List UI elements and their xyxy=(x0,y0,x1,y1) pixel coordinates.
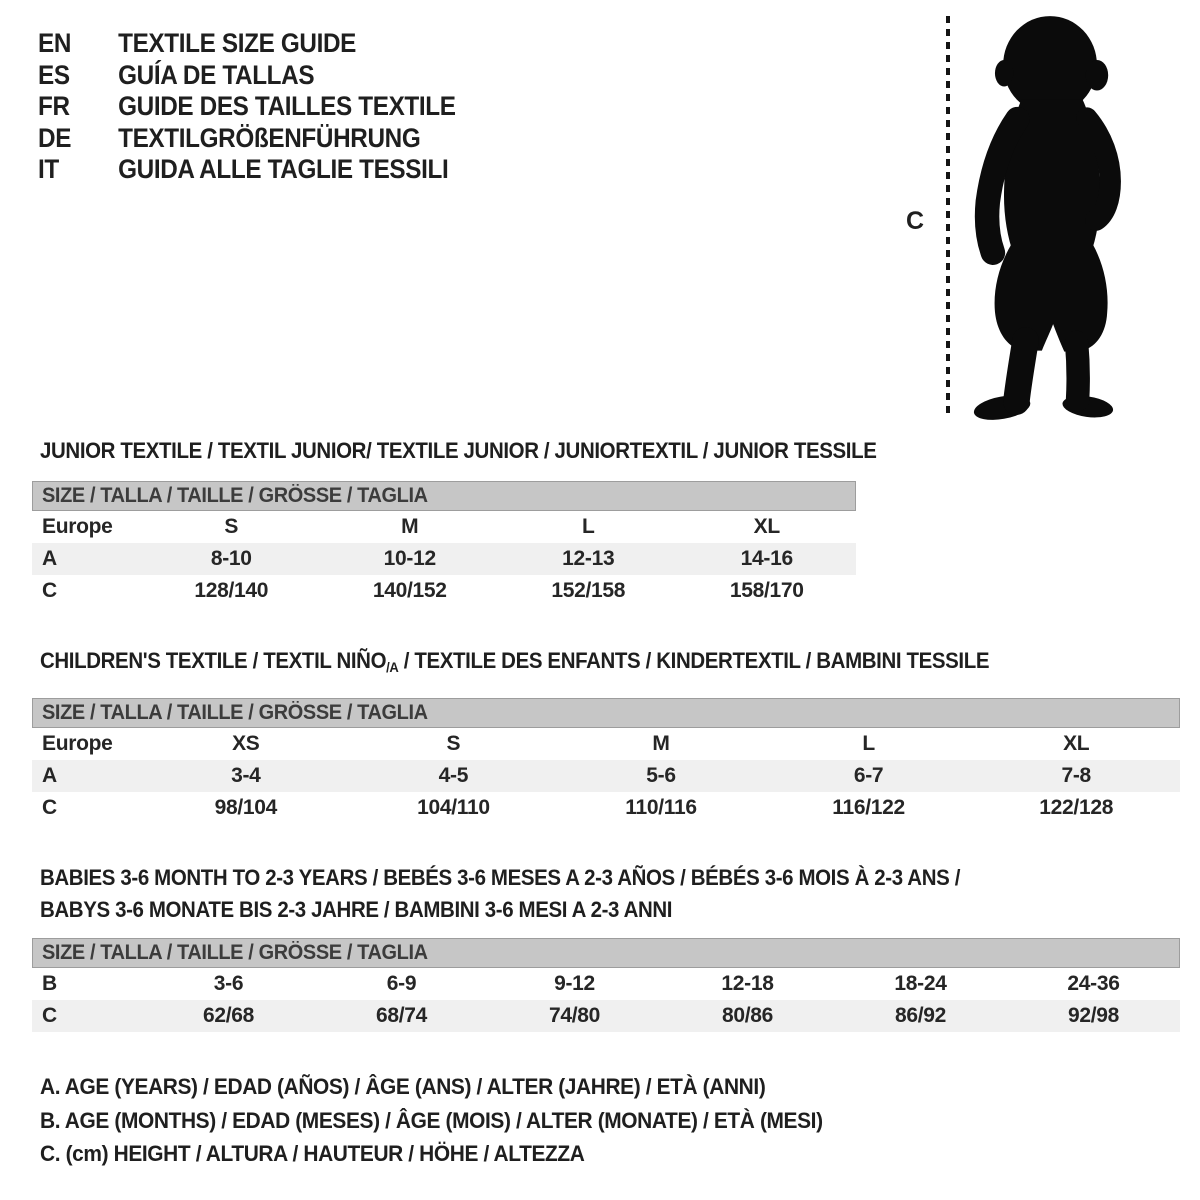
size-cell: 6-9 xyxy=(386,972,417,995)
size-cell: 122/128 xyxy=(1039,796,1114,819)
section-title xyxy=(40,864,1100,891)
section-title-segment: /A xyxy=(386,659,399,675)
size-cell: 92/98 xyxy=(1067,1004,1120,1027)
toddler-silhouette-icon xyxy=(956,12,1140,420)
section-title-segment: BABYS 3-6 MONATE BIS 2-3 JAHRE / BAMBINI 3-6 MESI A 2-3 ANNI xyxy=(40,897,673,922)
legend-line-c: C. (cm) HEIGHT / ALTURA / HAUTEUR / HÖHE / ALTEZZA xyxy=(40,1141,585,1166)
language-code: IT xyxy=(38,154,59,184)
size-cell: XL xyxy=(753,515,780,538)
table-row xyxy=(32,1000,1180,1032)
guide-title: TEXTILGRÖßENFÜHRUNG xyxy=(118,122,421,153)
size-section-junior xyxy=(32,437,877,607)
guide-title: GUIDE DES TAILLES TEXTILE xyxy=(118,91,456,121)
size-section-children xyxy=(32,647,1180,824)
size-cell: 4-5 xyxy=(438,764,469,787)
row-label: Europe xyxy=(42,732,113,755)
table-row xyxy=(32,728,1180,760)
size-cell: XL xyxy=(1063,732,1090,755)
size-cell: M xyxy=(401,515,419,538)
size-cell: L xyxy=(862,732,875,755)
size-cell: 3-6 xyxy=(213,972,244,995)
size-cell: 24-36 xyxy=(1067,972,1120,995)
row-label: B xyxy=(42,972,57,995)
size-cell: 18-24 xyxy=(894,972,947,995)
language-code: DE xyxy=(38,122,72,153)
language-code: FR xyxy=(38,91,70,121)
language-title-list xyxy=(38,28,456,186)
table-row xyxy=(32,511,856,543)
table-row xyxy=(32,575,856,607)
language-code: ES xyxy=(38,59,70,90)
size-cell: L xyxy=(581,515,595,538)
size-cell: 74/80 xyxy=(548,1004,601,1027)
size-cell: 6-7 xyxy=(853,764,884,787)
section-title-segment: CHILDREN'S TEXTILE / TEXTIL NIÑO xyxy=(40,648,387,673)
guide-title: GUIDA ALLE TAGLIE TESSILI xyxy=(118,154,449,184)
size-cell: 158/170 xyxy=(729,579,804,602)
size-cell: 128/140 xyxy=(194,579,269,602)
size-table xyxy=(32,968,1180,1032)
row-label: C xyxy=(42,1004,57,1027)
size-cell: S xyxy=(446,732,461,755)
size-header-bar: SIZE / TALLA / TAILLE / GRÖSSE / TAGLIA xyxy=(32,698,1180,728)
section-title-segment: / TEXTILE DES ENFANTS / KINDERTEXTIL / BAMBINI TESSILE xyxy=(398,648,990,673)
table-row xyxy=(32,543,856,575)
size-cell: 116/122 xyxy=(832,796,905,819)
legend-line-a: A. AGE (YEARS) / EDAD (AÑOS) / ÂGE (ANS) / ALTER (JAHRE) / ETÀ (ANNI) xyxy=(40,1074,766,1099)
measure-legend xyxy=(40,1070,823,1171)
size-sections xyxy=(32,437,1180,1032)
row-label: A xyxy=(42,764,57,787)
size-cell: 12-18 xyxy=(721,972,774,995)
size-cell: 9-12 xyxy=(554,972,595,995)
size-cell: 7-8 xyxy=(1061,764,1091,787)
section-title-segment: BABIES 3-6 MONTH TO 2-3 YEARS / BEBÉS 3-6 MESES A 2-3 AÑOS / BÉBÉS 3-6 MOIS À 2-3 ANS / xyxy=(40,865,961,890)
size-cell: 86/92 xyxy=(894,1004,947,1027)
size-header-bar: SIZE / TALLA / TAILLE / GRÖSSE / TAGLIA xyxy=(32,938,1180,968)
size-cell: 3-4 xyxy=(231,764,261,787)
table-row xyxy=(32,792,1180,824)
table-row xyxy=(32,760,1180,792)
size-cell: XS xyxy=(232,732,260,755)
size-cell: 8-10 xyxy=(210,547,252,570)
guide-title: GUÍA DE TALLAS xyxy=(118,59,315,90)
section-title xyxy=(40,896,1100,923)
size-cell: 110/116 xyxy=(625,796,697,819)
language-code: EN xyxy=(38,28,72,58)
size-table xyxy=(32,511,856,607)
size-cell: 5-6 xyxy=(646,764,676,787)
size-cell: M xyxy=(652,732,670,755)
size-cell: 98/104 xyxy=(214,796,278,819)
legend-line-b: B. AGE (MONTHS) / EDAD (MESES) / ÂGE (MOIS) / ALTER (MONATE) / ETÀ (MESI) xyxy=(40,1107,823,1133)
size-cell: 104/110 xyxy=(417,796,490,819)
size-header-bar: SIZE / TALLA / TAILLE / GRÖSSE / TAGLIA xyxy=(32,481,856,511)
table-row xyxy=(32,968,1180,1000)
row-label: A xyxy=(42,547,57,570)
size-cell: 80/86 xyxy=(721,1004,774,1027)
size-cell: 12-13 xyxy=(562,547,615,570)
size-cell: 140/152 xyxy=(372,579,447,602)
height-dashed-line xyxy=(946,16,950,418)
section-title xyxy=(40,437,877,464)
size-cell: 62/68 xyxy=(202,1004,255,1027)
height-measure-label: C xyxy=(906,207,924,235)
row-label: Europe xyxy=(42,515,113,538)
size-section-babies xyxy=(32,864,1180,1032)
section-title-segment: JUNIOR TEXTILE / TEXTIL JUNIOR/ TEXTILE JUNIOR / JUNIORTEXTIL / JUNIOR TESSILE xyxy=(40,438,877,463)
size-cell: S xyxy=(224,515,239,538)
size-cell: 68/74 xyxy=(375,1004,428,1027)
size-cell: 10-12 xyxy=(383,547,436,570)
guide-title: TEXTILE SIZE GUIDE xyxy=(118,28,357,58)
section-title xyxy=(40,647,1100,681)
size-cell: 14-16 xyxy=(740,547,793,570)
size-cell: 152/158 xyxy=(551,579,626,602)
row-label: C xyxy=(42,796,57,819)
row-label: C xyxy=(42,579,57,602)
size-table xyxy=(32,728,1180,824)
